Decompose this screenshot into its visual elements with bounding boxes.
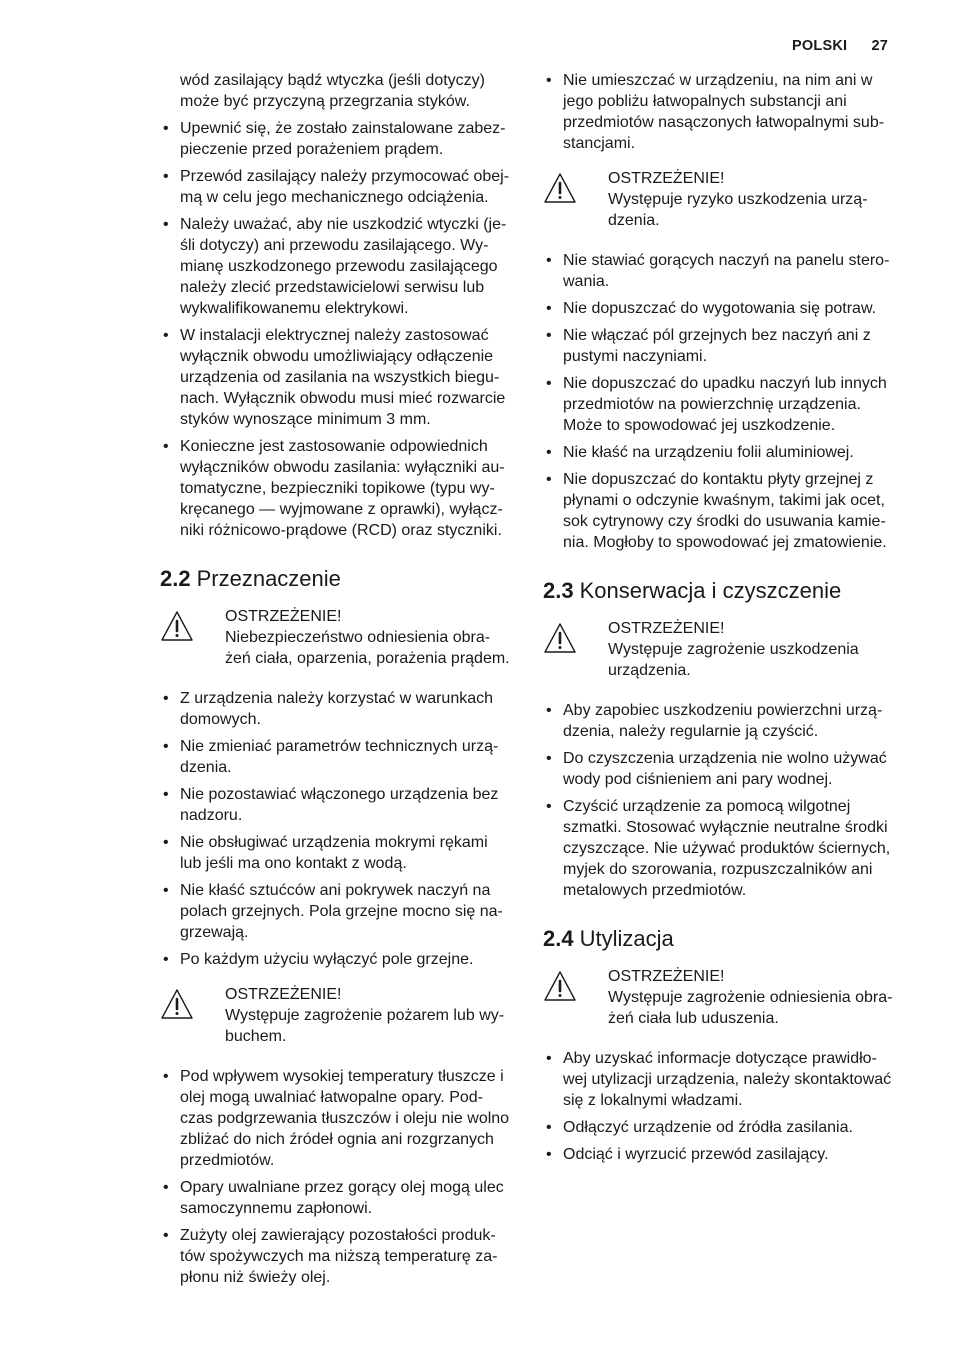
warning-box — [543, 966, 898, 1029]
section-number: 2.4 — [543, 926, 574, 951]
list-item: • Nie zmieniać parametrów technicznych urzą- dzenia. — [160, 736, 515, 778]
list-item: • Do czyszczenia urządzenia nie wolno używać wody pod ciśnieniem ani pary wodnej. — [543, 748, 898, 790]
warning-triangle-icon — [543, 622, 577, 654]
section-number: 2.2 — [160, 566, 191, 591]
warning-triangle-icon — [543, 970, 577, 1002]
bullet-list — [543, 700, 898, 901]
list-item: • Czyścić urządzenie za pomocą wilgotnej szmatki. Stosować wyłącznie neutralne środki czyszczące. Nie używać produktów ściernych, myjek do szorowania, rozpuszczalników ani metalowych przedmiotów. — [543, 796, 898, 901]
list-item: • Po każdym użyciu wyłączyć pole grzejne. — [160, 949, 515, 970]
bullet-list — [160, 688, 515, 970]
list-item: • Nie pozostawiać włączonego urządzenia bez nadzoru. — [160, 784, 515, 826]
list-item: • Pod wpływem wysokiej temperatury tłuszcze i olej mogą uwalniać łatwopalne opary. Pod- czas podgrzewania tłuszczów i oleju nie wolno zbliżać do nich źródeł ognia ani rozgrzanych przedmiotów. — [160, 1066, 515, 1171]
list-item: • Konieczne jest zastosowanie odpowiednich wyłączników obwodu zasilania: wyłączniki au- tomatyczne, bezpieczniki topikowe (typu wy- kręcanego — wyjmowane z oprawki), wyłącz- niki różnicowo-prądowe (RCD) oraz styczniki. — [160, 436, 515, 541]
section-title: Przeznaczenie — [196, 566, 341, 591]
warning-triangle-icon — [160, 988, 194, 1020]
warning-text: Niebezpieczeństwo odniesienia obra- żeń ciała, oparzenia, porażenia prądem. — [225, 629, 510, 667]
warning-text: Występuje ryzyko uszkodzenia urzą- dzenia. — [608, 191, 868, 229]
section-number: 2.3 — [543, 578, 574, 603]
section-heading-2-2 — [160, 566, 515, 592]
bullet-list — [543, 70, 898, 154]
warning-box — [160, 606, 515, 669]
list-item: • Nie stawiać gorących naczyń na panelu stero- wania. — [543, 250, 898, 292]
list-item: • W instalacji elektrycznej należy zastosować wyłącznik obwodu umożliwiający odłączenie urządzenia od zasilania na wszystkich biegu- nach. Wyłącznik obwodu musi mieć rozwarcie styków wynoszące minimum 3 mm. — [160, 325, 515, 430]
list-item: • Aby uzyskać informacje dotyczące prawidło- wej utylizacji urządzenia, należy skontaktować się z lokalnymi władzami. — [543, 1048, 898, 1111]
left-column — [160, 70, 515, 1294]
warning-title: OSTRZEŻENIE! — [608, 620, 725, 637]
list-item: • Nie obsługiwać urządzenia mokrymi rękami lub jeśli ma ono kontakt z wodą. — [160, 832, 515, 874]
list-item: • Z urządzenia należy korzystać w warunkach domowych. — [160, 688, 515, 730]
warning-title: OSTRZEŻENIE! — [608, 170, 725, 187]
bullet-list — [160, 118, 515, 541]
list-item: • Opary uwalniane przez gorący olej mogą ulec samoczynnemu zapłonowi. — [160, 1177, 515, 1219]
warning-box — [543, 618, 898, 681]
continuation-text: wód zasilający bądź wtyczka (jeśli dotyczy) może być przyczyną przegrzania styków. — [180, 72, 485, 110]
right-column — [543, 70, 898, 1171]
section-title: Konserwacja i czyszczenie — [579, 578, 842, 603]
section-heading-2-4 — [543, 926, 898, 952]
list-item: • Nie dopuszczać do upadku naczyń lub innych przedmiotów na powierzchnię urządzenia. Może to spowodować jej uszkodzenie. — [543, 373, 898, 436]
warning-text: Występuje zagrożenie uszkodzenia urządzenia. — [608, 641, 859, 679]
list-item: • Nie włączać pól grzejnych bez naczyń ani z pustymi naczyniami. — [543, 325, 898, 367]
list-item: • Nie kłaść sztućców ani pokrywek naczyń na polach grzejnych. Pola grzejne mocno się na- grzewają. — [160, 880, 515, 943]
list-item: • Aby zapobiec uszkodzeniu powierzchni urzą- dzenia, należy regularnie ją czyścić. — [543, 700, 898, 742]
bullet-list — [160, 1066, 515, 1288]
list-item: • Upewnić się, że zostało zainstalowane zabez- pieczenie przed porażeniem prądem. — [160, 118, 515, 160]
header-language: POLSKI — [792, 38, 848, 54]
warning-triangle-icon — [543, 172, 577, 204]
warning-box — [160, 984, 515, 1047]
page-header — [792, 38, 888, 54]
list-item: • Odciąć i wyrzucić przewód zasilający. — [543, 1144, 898, 1165]
list-item: • Nie dopuszczać do wygotowania się potraw. — [543, 298, 898, 319]
warning-triangle-icon — [160, 610, 194, 642]
list-item: • Nie umieszczać w urządzeniu, na nim ani w jego pobliżu łatwopalnych substancji ani przedmiotów nasączonych łatwopalnymi sub- stancjami. — [543, 70, 898, 154]
page-number: 27 — [871, 38, 888, 54]
warning-text: Występuje zagrożenie pożarem lub wy- buchem. — [225, 1007, 505, 1045]
bullet-list — [543, 1048, 898, 1165]
bullet-list — [543, 250, 898, 553]
list-item: • Należy uważać, aby nie uszkodzić wtyczki (je- śli dotyczy) ani przewodu zasilającego. Wy- mianę uszkodzonego przewodu zasilającego należy zlecić przedstawicielowi serwisu lub wykwalifikowanemu elektrykowi. — [160, 214, 515, 319]
warning-title: OSTRZEŻENIE! — [608, 968, 725, 985]
list-item: • Odłączyć urządzenie od źródła zasilania. — [543, 1117, 898, 1138]
list-item: • Zużyty olej zawierający pozostałości produk- tów spożywczych ma niższą temperaturę za- płonu niż świeży olej. — [160, 1225, 515, 1288]
warning-title: OSTRZEŻENIE! — [225, 986, 342, 1003]
section-title: Utylizacja — [579, 926, 674, 951]
warning-box — [543, 168, 898, 231]
list-item: • Nie kłaść na urządzeniu folii aluminiowej. — [543, 442, 898, 463]
warning-title: OSTRZEŻENIE! — [225, 608, 342, 625]
list-item: • Przewód zasilający należy przymocować obej- mą w celu jego mechanicznego odciążenia. — [160, 166, 515, 208]
section-heading-2-3 — [543, 578, 898, 604]
list-item: • Nie dopuszczać do kontaktu płyty grzejnej z płynami o odczynie kwaśnym, takimi jak ocet, sok cytrynowy czy środki do usuwania kamie- nia. Mogłoby to spowodować jej zmatowienie. — [543, 469, 898, 553]
warning-text: Występuje zagrożenie odniesienia obra- żeń ciała lub uduszenia. — [608, 989, 893, 1027]
